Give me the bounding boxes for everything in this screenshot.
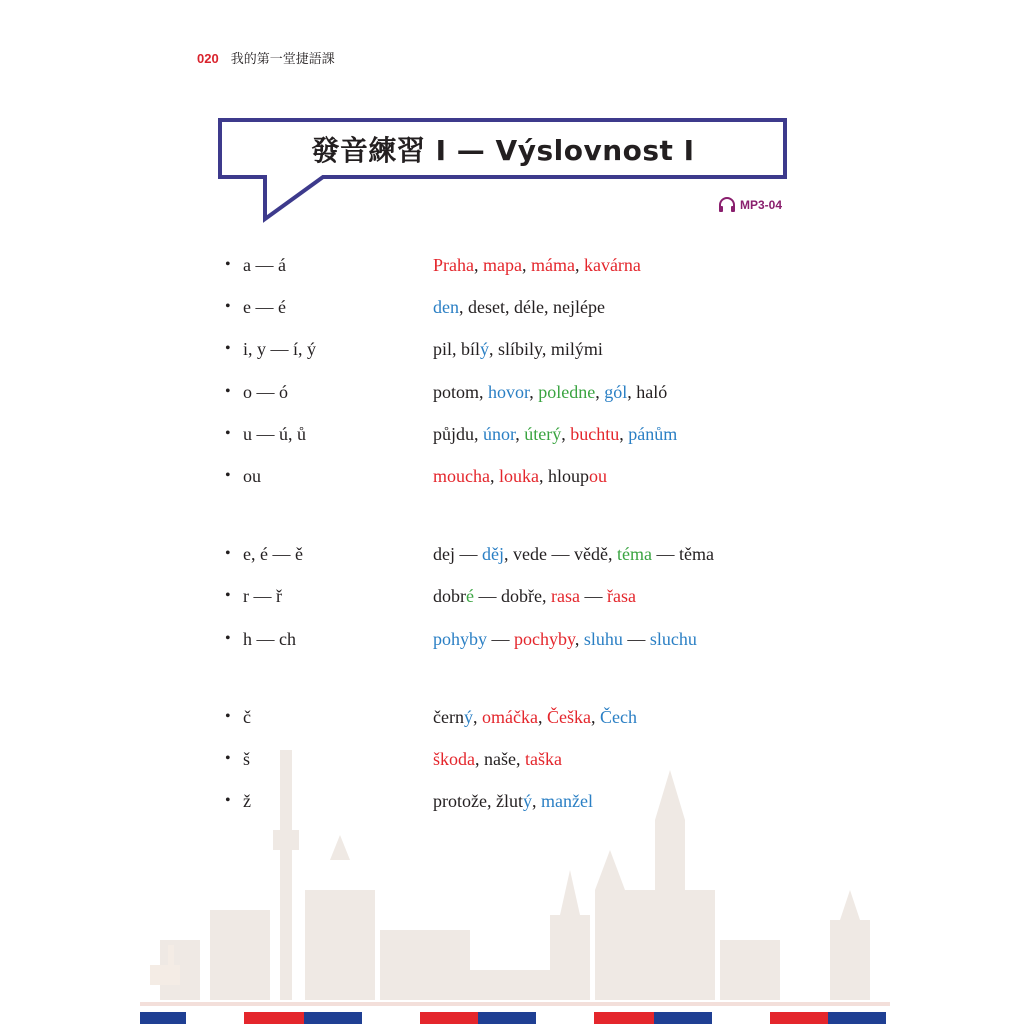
- example-word: louka: [498, 466, 539, 486]
- bullet: •: [225, 792, 231, 809]
- separator: ,: [537, 707, 547, 727]
- example-word: moucha: [433, 466, 490, 486]
- example-words: [433, 419, 677, 449]
- example-word: téma: [616, 544, 652, 564]
- prague-skyline-illustration: [140, 740, 890, 1012]
- example-words: [433, 292, 605, 322]
- example-word: slíbily: [498, 339, 542, 359]
- example-word: —: [579, 586, 607, 606]
- example-word: ý: [463, 707, 473, 727]
- example-word: těma: [678, 544, 714, 564]
- example-word: mapa: [482, 255, 522, 275]
- example-word: čern: [433, 707, 464, 727]
- example-word: pohyby: [433, 629, 487, 649]
- example-word: ,: [574, 629, 584, 649]
- list-item: [0, 624, 1024, 654]
- example-word: žlut: [495, 791, 523, 811]
- bullet: •: [225, 425, 231, 442]
- example-word: ,: [504, 544, 513, 564]
- book-title: 我的第一堂捷語課: [230, 52, 335, 67]
- list-item: [0, 539, 1024, 569]
- example-word: Čech: [599, 707, 637, 727]
- example-word: úterý: [524, 424, 562, 444]
- sound-label: i, y — í, ý: [243, 339, 317, 359]
- list-item: [0, 292, 1024, 322]
- bullet: •: [225, 708, 231, 725]
- separator: ,: [489, 466, 499, 486]
- headphones-icon: [718, 197, 736, 213]
- example-word: rasa: [550, 586, 580, 606]
- list-item: [0, 786, 1024, 816]
- example-word: gól: [604, 382, 628, 402]
- example-words: [433, 377, 667, 407]
- example-word: máma: [530, 255, 575, 275]
- bullet: •: [225, 750, 231, 767]
- list-item: [0, 377, 1024, 407]
- example-word: Češka: [546, 707, 591, 727]
- separator: ,: [472, 707, 482, 727]
- example-word: déle: [513, 297, 544, 317]
- example-word: é: [466, 586, 474, 606]
- list-item: [0, 581, 1024, 611]
- separator: ,: [529, 382, 539, 402]
- example-word: děj: [482, 544, 504, 564]
- separator: ,: [538, 466, 548, 486]
- example-words: [433, 786, 593, 816]
- separator: ,: [486, 791, 496, 811]
- sound-label: ž: [243, 791, 251, 811]
- example-word: ,: [607, 544, 617, 564]
- sound-label: e, é — ě: [243, 544, 303, 564]
- example-word: vědě: [573, 544, 608, 564]
- example-word: dobr: [433, 586, 466, 606]
- example-words: [433, 744, 562, 774]
- list-item: [0, 702, 1024, 732]
- list-item: [0, 461, 1024, 491]
- example-word: půjdu: [433, 424, 475, 444]
- example-word: škoda: [433, 749, 475, 769]
- example-word: pánům: [628, 424, 678, 444]
- example-words: [433, 702, 637, 732]
- list-item: [0, 744, 1024, 774]
- sound-label: e — é: [243, 297, 286, 317]
- example-word: —: [546, 544, 574, 564]
- sound-label: h — ch: [243, 629, 296, 649]
- page-header: [197, 48, 335, 67]
- example-words: [433, 539, 714, 569]
- example-word: manžel: [540, 791, 593, 811]
- example-word: ,: [541, 586, 551, 606]
- separator: ,: [515, 749, 525, 769]
- example-word: vede: [513, 544, 547, 564]
- example-word: kavárna: [583, 255, 641, 275]
- example-word: buchtu: [570, 424, 620, 444]
- separator: ,: [590, 707, 600, 727]
- example-word: taška: [524, 749, 562, 769]
- sound-label: r — ř: [243, 586, 282, 606]
- example-word: —: [455, 544, 482, 564]
- example-word: řasa: [606, 586, 636, 606]
- bullet: •: [225, 467, 231, 484]
- example-word: ý: [480, 339, 490, 359]
- example-word: ý: [522, 791, 532, 811]
- sound-label: š: [243, 749, 251, 769]
- example-words: [433, 334, 603, 364]
- separator: ,: [541, 339, 551, 359]
- sound-label: a — á: [243, 255, 286, 275]
- separator: ,: [475, 749, 484, 769]
- example-words: [433, 461, 607, 491]
- separator: ,: [561, 424, 571, 444]
- sound-label: č: [243, 707, 251, 727]
- separator: ,: [595, 382, 605, 402]
- audio-track-label: [718, 197, 782, 213]
- example-word: —: [487, 629, 514, 649]
- bullet: •: [225, 630, 231, 647]
- example-word: pil: [433, 339, 453, 359]
- example-word: nejlépe: [552, 297, 605, 317]
- example-word: hloup: [547, 466, 589, 486]
- sound-label: o — ó: [243, 382, 288, 402]
- example-word: potom: [433, 382, 480, 402]
- example-word: hovor: [488, 382, 530, 402]
- separator: ,: [452, 339, 462, 359]
- example-word: ou: [589, 466, 607, 486]
- example-word: Praha: [433, 255, 474, 275]
- separator: ,: [479, 382, 489, 402]
- example-words: [433, 250, 641, 280]
- example-word: omáčka: [481, 707, 538, 727]
- example-words: [433, 581, 636, 611]
- example-word: —: [651, 544, 679, 564]
- example-word: den: [433, 297, 459, 317]
- bullet: •: [225, 340, 231, 357]
- list-item: [0, 250, 1024, 280]
- example-word: —: [622, 629, 650, 649]
- separator: ,: [531, 791, 541, 811]
- example-word: bíl: [461, 339, 481, 359]
- page-title: 發音練習 I — Výslovnost I: [311, 134, 695, 167]
- separator: ,: [504, 297, 514, 317]
- example-word: haló: [636, 382, 668, 402]
- separator: ,: [459, 297, 468, 317]
- separator: ,: [489, 339, 499, 359]
- example-word: dej: [433, 544, 455, 564]
- example-word: —: [474, 586, 501, 606]
- example-word: pochyby: [514, 629, 575, 649]
- list-item: [0, 419, 1024, 449]
- separator: ,: [619, 424, 629, 444]
- example-word: naše: [484, 749, 516, 769]
- example-word: protože: [433, 791, 487, 811]
- example-word: dobře: [501, 586, 542, 606]
- example-word: milými: [550, 339, 603, 359]
- separator: ,: [515, 424, 525, 444]
- example-word: sluhu: [583, 629, 623, 649]
- bullet: •: [225, 545, 231, 562]
- list-item: [0, 334, 1024, 364]
- sound-label: ou: [243, 466, 261, 486]
- example-word: poledne: [538, 382, 596, 402]
- page-number: 020: [197, 51, 219, 66]
- example-word: deset: [468, 297, 505, 317]
- bullet: •: [225, 256, 231, 273]
- bullet: •: [225, 587, 231, 604]
- separator: ,: [521, 255, 531, 275]
- separator: ,: [473, 255, 483, 275]
- separator: ,: [627, 382, 637, 402]
- bullet: •: [225, 298, 231, 315]
- separator: ,: [474, 424, 484, 444]
- separator: ,: [574, 255, 584, 275]
- separator: ,: [543, 297, 553, 317]
- audio-track-id: MP3-04: [740, 198, 783, 212]
- example-word: únor: [483, 424, 516, 444]
- bullet: •: [225, 383, 231, 400]
- sound-label: u — ú, ů: [243, 424, 306, 444]
- example-words: [433, 624, 697, 654]
- flag-color-bar: [140, 1012, 886, 1024]
- example-word: sluchu: [649, 629, 697, 649]
